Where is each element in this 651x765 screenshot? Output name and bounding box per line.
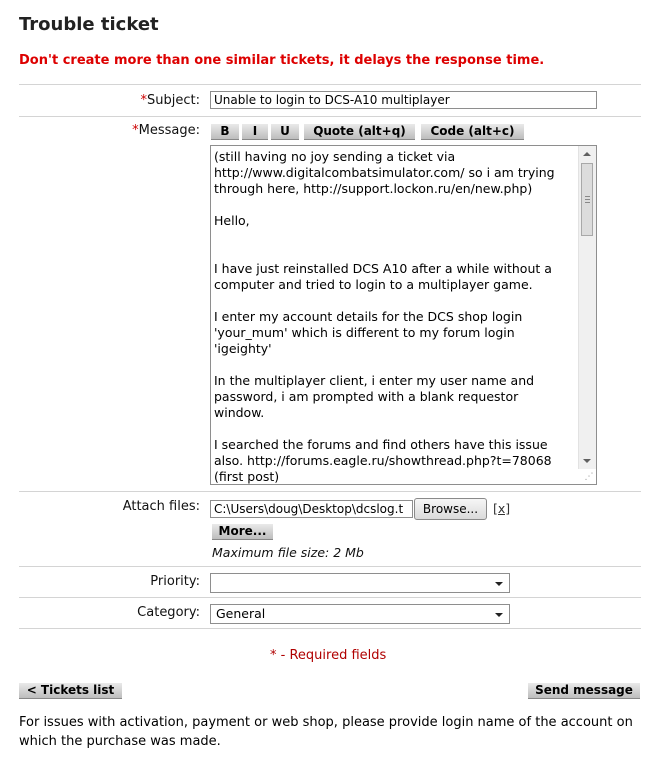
- message-line: computer and tried to login to a multiplayer game.: [214, 277, 533, 292]
- required-mark: *: [132, 123, 139, 138]
- required-fields-note: * - Required fields: [270, 648, 387, 663]
- message-line: I searched the forums and find others have this issue: [214, 437, 548, 452]
- message-line: (first post): [214, 469, 280, 484]
- code-button[interactable]: Code (alt+c): [421, 124, 524, 140]
- subject-label: [141, 93, 200, 108]
- chevron-down-icon: [495, 613, 503, 617]
- subject-label-text: Subject:: [147, 93, 200, 108]
- divider: [19, 491, 641, 492]
- remove-file-link[interactable]: [x]: [493, 501, 511, 516]
- message-line: password, i am prompted with a blank requestor: [214, 389, 519, 404]
- priority-select[interactable]: [210, 573, 510, 593]
- send-message-button[interactable]: Send message: [528, 683, 640, 699]
- quote-button[interactable]: Quote (alt+q): [304, 124, 415, 140]
- message-line: 'your_mum' which is different to my forum login 'igeighty': [214, 325, 515, 356]
- divider: [19, 566, 641, 567]
- message-text: [214, 149, 576, 485]
- subject-input[interactable]: Unable to login to DCS-A10 multiplayer: [210, 91, 597, 109]
- message-line: In the multiplayer client, i enter my user name and: [214, 373, 535, 388]
- message-line: (still having no joy sending a ticket via: [214, 149, 456, 164]
- required-mark: *: [140, 93, 148, 108]
- category-label: Category:: [137, 605, 200, 620]
- message-line: I have just reinstalled DCS A10 after a while without a: [214, 261, 552, 276]
- scroll-thumb[interactable]: [581, 163, 593, 236]
- attach-files-label: Attach files:: [122, 499, 200, 514]
- tickets-list-button[interactable]: < Tickets list: [19, 683, 122, 699]
- message-line: Hello,: [214, 213, 250, 228]
- max-file-size-note: Maximum file size: 2 Mb: [212, 545, 364, 560]
- message-line: I enter my account details for the DCS shop login: [214, 309, 523, 324]
- browse-button[interactable]: Browse...: [414, 498, 487, 520]
- underline-button[interactable]: U: [271, 124, 299, 140]
- message-line: also. http://forums.eagle.ru/showthread.php?t=78068: [214, 453, 552, 468]
- duplicate-ticket-warning: Don't create more than one similar tickets, it delays the response time.: [19, 53, 545, 68]
- message-line: through here, http://support.lockon.ru/en/new.php): [214, 181, 533, 196]
- category-select[interactable]: [210, 604, 510, 624]
- message-textarea[interactable]: [210, 145, 597, 485]
- bold-button[interactable]: B: [211, 124, 239, 140]
- more-files-button[interactable]: More...: [212, 524, 273, 540]
- scroll-down-arrow-icon[interactable]: [583, 459, 591, 463]
- message-scrollbar[interactable]: [578, 146, 596, 469]
- priority-label: Priority:: [150, 574, 200, 589]
- italic-button[interactable]: I: [242, 124, 268, 140]
- message-label: [132, 123, 200, 138]
- divider: [19, 597, 641, 598]
- divider: [19, 628, 641, 629]
- attach-file-input[interactable]: C:\Users\doug\Desktop\dcslog.t: [210, 500, 413, 518]
- message-line: http://www.digitalcombatsimulator.com/ so i am trying: [214, 165, 555, 180]
- chevron-down-icon: [495, 582, 503, 586]
- message-label-text: Message:: [138, 123, 200, 138]
- resize-grip-icon[interactable]: ⋰: [584, 472, 594, 482]
- divider: [19, 84, 641, 85]
- page-title: Trouble ticket: [19, 14, 159, 35]
- scroll-up-arrow-icon[interactable]: [583, 152, 591, 156]
- message-line: window.: [214, 405, 265, 420]
- category-value: General: [216, 606, 266, 621]
- footer-note: For issues with activation, payment or web shop, please provide login name of the account on which the purchase was made.: [19, 715, 633, 749]
- divider: [19, 116, 641, 117]
